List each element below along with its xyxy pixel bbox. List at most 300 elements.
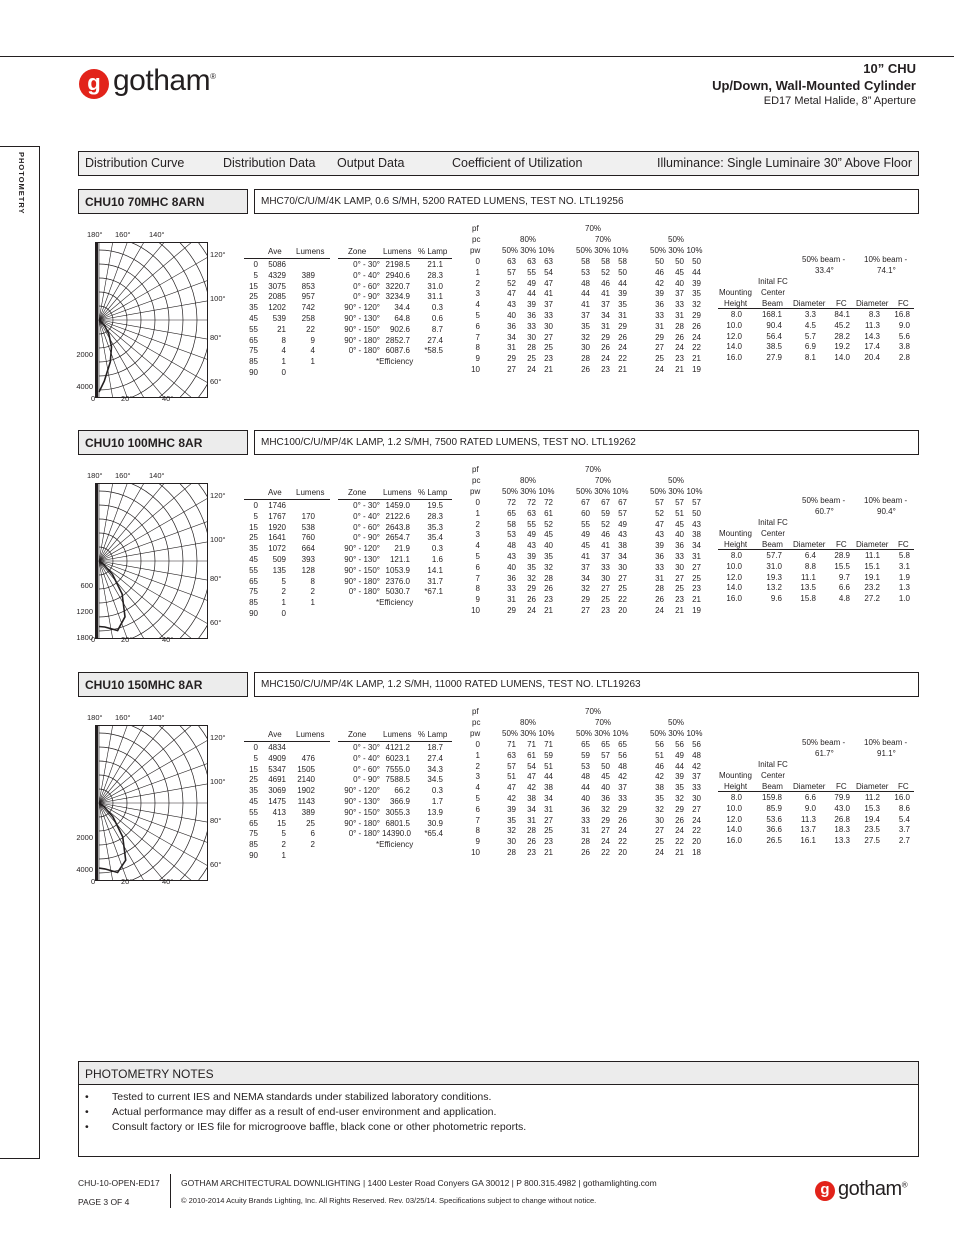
cu-cell: 28 xyxy=(544,573,553,583)
zone-cell: 0° - 90° xyxy=(353,775,380,785)
illum-cell: 20.4 xyxy=(864,353,880,363)
zone-cell: *58.5 xyxy=(424,346,443,356)
nav-distribution-data: Distribution Data xyxy=(223,156,316,170)
dist-cell: 1641 xyxy=(268,533,286,543)
dist-cell: 5086 xyxy=(268,260,286,269)
illum-cell: 53.6 xyxy=(766,814,782,824)
cu-cell: 6 xyxy=(475,321,480,331)
cu-cell: 4 xyxy=(475,783,480,793)
cu-cell: 67 xyxy=(601,498,610,507)
illum-cell: 6.6 xyxy=(838,583,850,593)
cu-cell: 23 xyxy=(601,606,610,615)
zone-cell: 14.1 xyxy=(427,565,443,575)
cu-cell: 37 xyxy=(581,562,590,572)
zone-cell: 90° - 180° xyxy=(344,335,380,345)
cu-cell: 63 xyxy=(507,750,516,760)
cu-pf-label: pf xyxy=(472,707,479,716)
cu-cell: 31 xyxy=(655,573,664,583)
zone-cell: 0° - 30° xyxy=(353,260,380,269)
dist-cell: 2 xyxy=(310,587,315,597)
curve-scale-label: 2000 xyxy=(76,833,93,842)
cu-cell: 39 xyxy=(692,278,701,288)
illum-cell: 1.9 xyxy=(898,572,910,582)
curve-scale-label: 4000 xyxy=(76,865,93,874)
cu-cell: 27 xyxy=(692,562,701,572)
cu-cell: 72 xyxy=(544,498,553,507)
illum-cell: 3.7 xyxy=(898,825,910,835)
cu-cell: 55 xyxy=(527,519,536,529)
cu-pc-value: 80% xyxy=(520,476,537,485)
cu-cell: 22 xyxy=(618,354,627,364)
cu-cell: 56 xyxy=(618,750,627,760)
cu-cell: 22 xyxy=(601,848,610,857)
cu-cell: 43 xyxy=(507,300,516,310)
illum-header-height: Height xyxy=(724,540,748,549)
illum-header-beam: Beam xyxy=(762,782,783,791)
cu-cell: 36 xyxy=(527,311,536,320)
cu-cell: 25 xyxy=(618,584,627,594)
cu-cell: 22 xyxy=(618,837,627,847)
cu-cell: 20 xyxy=(618,606,627,615)
cu-cell: 21 xyxy=(675,365,684,374)
cu-cell: 24 xyxy=(675,343,684,353)
zone-header: % Lamp xyxy=(418,247,448,256)
cu-cell: 49 xyxy=(581,530,590,540)
dist-header-lumens: Lumens xyxy=(296,247,325,256)
cu-cell: 31 xyxy=(527,815,536,825)
cu-cell: 0 xyxy=(475,498,480,507)
beam-10-value: 90.4° xyxy=(877,507,896,516)
dist-cell: 413 xyxy=(272,807,286,817)
distribution-curve-svg xyxy=(95,242,208,398)
cu-cell: 58 xyxy=(601,257,610,266)
illum-header-center: Center xyxy=(761,771,786,780)
cu-cell: 50 xyxy=(601,761,610,771)
cu-cell: 42 xyxy=(507,794,516,803)
cu-cell: 52 xyxy=(601,267,610,277)
dist-cell: 90 xyxy=(249,368,258,377)
curve-angle-label: 140° xyxy=(149,230,165,239)
cu-cell: 4 xyxy=(475,300,480,310)
illum-header-diameter: Diameter xyxy=(793,540,826,549)
cu-cell: 32 xyxy=(581,584,590,594)
illum-header-fc: FC xyxy=(898,782,909,791)
cu-cell: 49 xyxy=(527,530,536,540)
cu-pw-label: pw xyxy=(470,487,481,496)
cu-cell: 7 xyxy=(475,332,480,342)
cu-cell: 22 xyxy=(692,826,701,836)
cu-cell: 1 xyxy=(475,750,480,760)
dist-cell: 4 xyxy=(281,346,286,356)
curve-angle-label: 40° xyxy=(162,394,174,403)
curve-angle-label: 80° xyxy=(210,333,222,342)
cu-cell: 24 xyxy=(601,837,610,847)
dist-cell: 8 xyxy=(310,576,315,586)
illum-cell: 13.5 xyxy=(800,583,816,593)
illum-cell: 5.6 xyxy=(898,331,910,341)
zone-cell: 31.1 xyxy=(427,292,443,302)
distribution-curve xyxy=(95,725,208,881)
cu-cell: 32 xyxy=(544,562,553,572)
cu-cell: 24 xyxy=(527,365,536,374)
dist-cell: 75 xyxy=(249,346,258,356)
cu-cell: 30 xyxy=(581,343,590,353)
cu-cell: 2 xyxy=(475,278,480,288)
dist-cell: 135 xyxy=(272,565,286,575)
zone-header: Zone xyxy=(348,730,367,739)
cu-cell: 33 xyxy=(544,311,553,320)
cu-cell: 0 xyxy=(475,740,480,749)
cu-pf-value: 70% xyxy=(585,224,602,233)
curve-angle-label: 0° xyxy=(91,877,99,886)
illum-header-rule xyxy=(718,791,914,792)
illum-cell: 12.0 xyxy=(726,331,742,341)
cu-cell: 19 xyxy=(692,606,701,615)
cu-cell: 71 xyxy=(527,740,536,749)
curve-scale-label: 1200 xyxy=(76,607,93,616)
illum-header-fc: FC xyxy=(836,299,847,308)
zone-cell: 121.1 xyxy=(389,555,410,564)
curve-angle-label: 60° xyxy=(210,860,222,869)
zone-cell: 90° - 120° xyxy=(344,544,380,554)
cu-pc-value: 70% xyxy=(595,235,612,244)
cu-cell: 41 xyxy=(581,552,590,561)
cu-cell: 33 xyxy=(675,300,684,310)
dist-cell: 2140 xyxy=(297,775,315,785)
dist-cell: 128 xyxy=(301,565,315,575)
cu-cell: 22 xyxy=(692,343,701,353)
cu-cell: 29 xyxy=(581,595,590,605)
dist-cell: 1202 xyxy=(268,303,286,313)
dist-cell: 5 xyxy=(281,829,286,839)
cu-cell: 10 xyxy=(471,365,480,374)
zone-cell: 1.6 xyxy=(431,555,443,564)
illum-header-diameter: Diameter xyxy=(793,299,826,308)
illum-cell: 6.4 xyxy=(804,551,816,560)
cu-cell: 24 xyxy=(655,365,664,374)
cu-cell: 38 xyxy=(655,783,664,793)
dist-cell: 664 xyxy=(301,544,315,554)
cu-cell: 29 xyxy=(618,321,627,331)
cu-cell: 51 xyxy=(655,750,664,760)
dist-cell: 4834 xyxy=(268,743,286,752)
cu-cell: 30 xyxy=(675,562,684,572)
cu-cell: 65 xyxy=(601,740,610,749)
cu-cell: 32 xyxy=(581,332,590,342)
zone-cell: 2852.7 xyxy=(385,335,410,345)
cu-cell: 4 xyxy=(475,541,480,551)
dist-header-rule xyxy=(244,499,330,500)
cu-cell: 35 xyxy=(527,562,536,572)
zone-cell: 2940.6 xyxy=(385,270,410,280)
cu-cell: 37 xyxy=(618,783,627,793)
cu-cell: 31 xyxy=(507,595,516,605)
cu-cell: 30 xyxy=(544,321,553,331)
illum-cell: 8.1 xyxy=(804,353,816,363)
illum-cell: 8.0 xyxy=(730,793,742,802)
cu-cell: 38 xyxy=(618,541,627,551)
header-rule xyxy=(0,56,954,57)
cu-cell: 44 xyxy=(618,278,627,288)
cu-cell: 57 xyxy=(507,761,516,771)
cu-cell: 28 xyxy=(655,584,664,594)
illum-cell: 5.4 xyxy=(898,814,910,824)
curve-angle-label: 140° xyxy=(149,471,165,480)
footer-page-number: PAGE 3 OF 4 xyxy=(78,1197,130,1207)
cu-cell: 23 xyxy=(544,595,553,605)
cu-cell: 63 xyxy=(527,508,536,518)
cu-cell: 50 xyxy=(692,508,701,518)
cu-cell: 32 xyxy=(692,300,701,310)
illum-cell: 15.3 xyxy=(864,803,880,813)
cu-pw-values: 50% 30% 10% xyxy=(650,246,703,255)
dist-cell: 389 xyxy=(301,270,315,280)
dist-cell: 3075 xyxy=(268,281,286,291)
zone-cell: 90° - 130° xyxy=(344,797,380,806)
cu-cell: 48 xyxy=(618,761,627,771)
zone-cell: 13.9 xyxy=(427,807,443,817)
cu-cell: 27 xyxy=(655,826,664,836)
illum-cell: 79.9 xyxy=(834,793,850,802)
curve-angle-label: 80° xyxy=(210,574,222,583)
beam-10-label: 10% beam - xyxy=(864,496,908,505)
cu-pf-label: pf xyxy=(472,224,479,233)
cu-cell: 59 xyxy=(601,508,610,518)
cu-cell: 41 xyxy=(601,541,610,551)
cu-pw-values: 50% 30% 10% xyxy=(576,729,629,738)
dist-cell: 1767 xyxy=(268,511,286,521)
dist-cell: 1 xyxy=(310,598,315,608)
cu-cell: 43 xyxy=(655,530,664,540)
illum-cell: 38.5 xyxy=(766,342,782,352)
cu-cell: 55 xyxy=(527,267,536,277)
dist-cell: 170 xyxy=(301,511,315,521)
zone-cell: 35.4 xyxy=(427,533,443,543)
dist-cell: 389 xyxy=(301,807,315,817)
cu-cell: 42 xyxy=(655,772,664,782)
dist-header-ave: Ave xyxy=(268,488,282,497)
zone-cell: 0° - 90° xyxy=(353,533,380,543)
cu-cell: 57 xyxy=(507,267,516,277)
curve-grid-spoke xyxy=(99,320,208,388)
dist-cell: 4 xyxy=(310,346,315,356)
beam-50-label: 50% beam - xyxy=(802,255,846,264)
cu-cell: 40 xyxy=(507,311,516,320)
illum-cell: 45.2 xyxy=(834,320,850,330)
dist-cell: 2 xyxy=(281,587,286,597)
dist-header-lumens: Lumens xyxy=(296,730,325,739)
cu-cell: 44 xyxy=(544,772,553,782)
section-title: CHU10 100MHC 8AR xyxy=(78,430,248,455)
cu-cell: 26 xyxy=(675,815,684,825)
cu-cell: 31 xyxy=(692,552,701,561)
cu-cell: 63 xyxy=(527,257,536,266)
zone-cell: 90° - 150° xyxy=(344,807,380,817)
cu-cell: 25 xyxy=(655,837,664,847)
dist-cell: 55 xyxy=(249,324,258,334)
dist-cell: 1 xyxy=(281,851,286,860)
cu-cell: 25 xyxy=(675,584,684,594)
zone-cell: 90° - 180° xyxy=(344,576,380,586)
dist-cell: 538 xyxy=(301,522,315,532)
dist-cell: 1 xyxy=(281,598,286,608)
cu-cell: 21 xyxy=(675,606,684,615)
cu-cell: 47 xyxy=(507,783,516,793)
footer-doc-id: CHU-10-OPEN-ED17 xyxy=(78,1178,160,1188)
cu-cell: 6 xyxy=(475,804,480,814)
dist-cell: 25 xyxy=(306,818,315,828)
section-title: CHU10 70MHC 8ARN xyxy=(78,189,248,214)
cu-cell: 45 xyxy=(544,530,553,540)
curve-angle-label: 180° xyxy=(87,713,103,722)
cu-cell: 41 xyxy=(601,289,610,299)
zone-cell: 30.9 xyxy=(427,818,443,828)
cu-cell: 10 xyxy=(471,848,480,857)
cu-cell: 42 xyxy=(692,761,701,771)
cu-cell: 37 xyxy=(692,772,701,782)
cu-cell: 26 xyxy=(581,848,590,857)
zone-cell: 0° - 180° xyxy=(348,587,380,597)
dist-cell: 1505 xyxy=(297,764,315,774)
cu-cell: 57 xyxy=(618,508,627,518)
cu-cell: 5 xyxy=(475,794,480,803)
curve-angle-label: 120° xyxy=(210,491,226,500)
dist-cell: 65 xyxy=(249,818,258,828)
curve-angle-label: 120° xyxy=(210,733,226,742)
section-description: MHC100/C/U/MP/4K LAMP, 1.2 S/MH, 7500 RATED LUMENS, TEST NO. LTL19262 xyxy=(254,430,919,455)
illum-cell: 6.9 xyxy=(804,342,816,352)
cu-pw-values: 50% 30% 10% xyxy=(502,246,555,255)
cu-cell: 39 xyxy=(507,804,516,814)
cu-cell: 56 xyxy=(692,740,701,749)
distribution-curve xyxy=(95,242,208,398)
cu-cell: 8 xyxy=(475,826,480,836)
cu-cell: 3 xyxy=(475,289,480,299)
zone-cell: 90° - 120° xyxy=(344,303,380,313)
zone-cell: 28.3 xyxy=(427,511,443,521)
illum-cell: 4.5 xyxy=(804,320,816,330)
cu-cell: 39 xyxy=(675,772,684,782)
illum-cell: 12.0 xyxy=(726,814,742,824)
cu-cell: 49 xyxy=(618,519,627,529)
dist-cell: 15 xyxy=(277,818,286,828)
cu-cell: 50 xyxy=(692,257,701,266)
dist-cell: 509 xyxy=(272,555,286,564)
cu-cell: 37 xyxy=(581,311,590,320)
cu-cell: 48 xyxy=(581,772,590,782)
illum-cell: 16.1 xyxy=(800,836,816,846)
cu-cell: 36 xyxy=(507,321,516,331)
dist-cell: 1920 xyxy=(268,522,286,532)
cu-cell: 34 xyxy=(601,311,610,320)
cu-cell: 28 xyxy=(581,837,590,847)
cu-cell: 25 xyxy=(601,595,610,605)
dist-cell: 0 xyxy=(253,743,258,752)
cu-cell: 28 xyxy=(527,343,536,353)
curve-grid-spoke xyxy=(99,252,208,320)
cu-cell: 19 xyxy=(692,365,701,374)
cu-cell: 8 xyxy=(475,343,480,353)
dist-cell: 6 xyxy=(310,829,315,839)
cu-cell: 21 xyxy=(618,365,627,374)
cu-cell: 60 xyxy=(581,508,590,518)
beam-50-label: 50% beam - xyxy=(802,496,846,505)
cu-cell: 48 xyxy=(692,750,701,760)
cu-cell: 72 xyxy=(507,498,516,507)
cu-cell: 8 xyxy=(475,584,480,594)
cu-cell: 35 xyxy=(544,552,553,561)
dist-cell: 4909 xyxy=(268,753,286,763)
cu-cell: 23 xyxy=(601,365,610,374)
illum-cell: 36.6 xyxy=(766,825,782,835)
cu-cell: 57 xyxy=(692,498,701,507)
zone-cell: 2654.7 xyxy=(385,533,410,543)
illum-header-center: Center xyxy=(761,529,786,538)
curve-angle-label: 180° xyxy=(87,471,103,480)
beam-50-value: 61.7° xyxy=(815,749,834,758)
cu-cell: 28 xyxy=(581,354,590,364)
illum-cell: 11.2 xyxy=(865,793,880,802)
cu-cell: 47 xyxy=(655,519,664,529)
illum-cell: 18.3 xyxy=(834,825,850,835)
cu-cell: 49 xyxy=(527,278,536,288)
cu-cell: 72 xyxy=(527,498,536,507)
cu-cell: 52 xyxy=(601,519,610,529)
curve-scale-label: 1800 xyxy=(76,633,93,642)
cu-cell: 10 xyxy=(471,606,480,615)
zone-cell: 1459.0 xyxy=(385,501,410,510)
cu-cell: 26 xyxy=(581,365,590,374)
cu-cell: 41 xyxy=(581,300,590,310)
illum-cell: 10.0 xyxy=(726,320,742,330)
dist-cell: 90 xyxy=(249,851,258,860)
dist-cell: 476 xyxy=(301,753,315,763)
photometry-notes: PHOTOMETRY NOTES • Tested to current IES and NEMA standards under stabilized laboratory conditions. • Actual performance may differ as a result of end-user environment and application. • Consult factory or IES file for microgroove baffle, black cone or other photometric reports. xyxy=(78,1061,919,1157)
cu-cell: 2 xyxy=(475,761,480,771)
zone-cell: 7555.0 xyxy=(385,764,410,774)
cu-cell: 48 xyxy=(581,278,590,288)
zone-header: Zone xyxy=(348,247,367,256)
sidebar-rule xyxy=(39,146,40,1158)
cu-cell: 41 xyxy=(544,289,553,299)
cu-cell: 36 xyxy=(655,300,664,310)
footer-copyright: © 2010-2014 Acuity Brands Lighting, Inc. All Rights Reserved. Rev. 03/25/14. Specifications subject to change without notice. xyxy=(181,1196,597,1205)
zone-cell: 2643.8 xyxy=(385,522,410,532)
illum-cell: 3.1 xyxy=(898,561,910,571)
illum-cell: 8.3 xyxy=(868,310,880,319)
cu-cell: 35 xyxy=(618,300,627,310)
illum-cell: 8.0 xyxy=(730,310,742,319)
zone-cell: 0° - 30° xyxy=(353,501,380,510)
dist-cell: 0 xyxy=(253,260,258,269)
curve-angle-label: 40° xyxy=(162,635,174,644)
cu-cell: 30 xyxy=(601,573,610,583)
cu-cell: 27 xyxy=(618,573,627,583)
dist-cell: 35 xyxy=(249,544,258,554)
dist-header-rule xyxy=(244,741,330,742)
zone-cell: 90° - 120° xyxy=(344,786,380,796)
illum-cell: 168.1 xyxy=(761,310,782,319)
cu-cell: 43 xyxy=(692,519,701,529)
illum-cell: 19.3 xyxy=(766,572,782,582)
illum-cell: 14.0 xyxy=(726,583,742,593)
dist-cell: 22 xyxy=(306,324,315,334)
cu-pc-label: pc xyxy=(472,235,481,244)
cu-cell: 57 xyxy=(675,498,684,507)
curve-grid-spoke xyxy=(99,561,208,629)
cu-cell: 40 xyxy=(507,562,516,572)
illum-cell: 10.0 xyxy=(726,803,742,813)
